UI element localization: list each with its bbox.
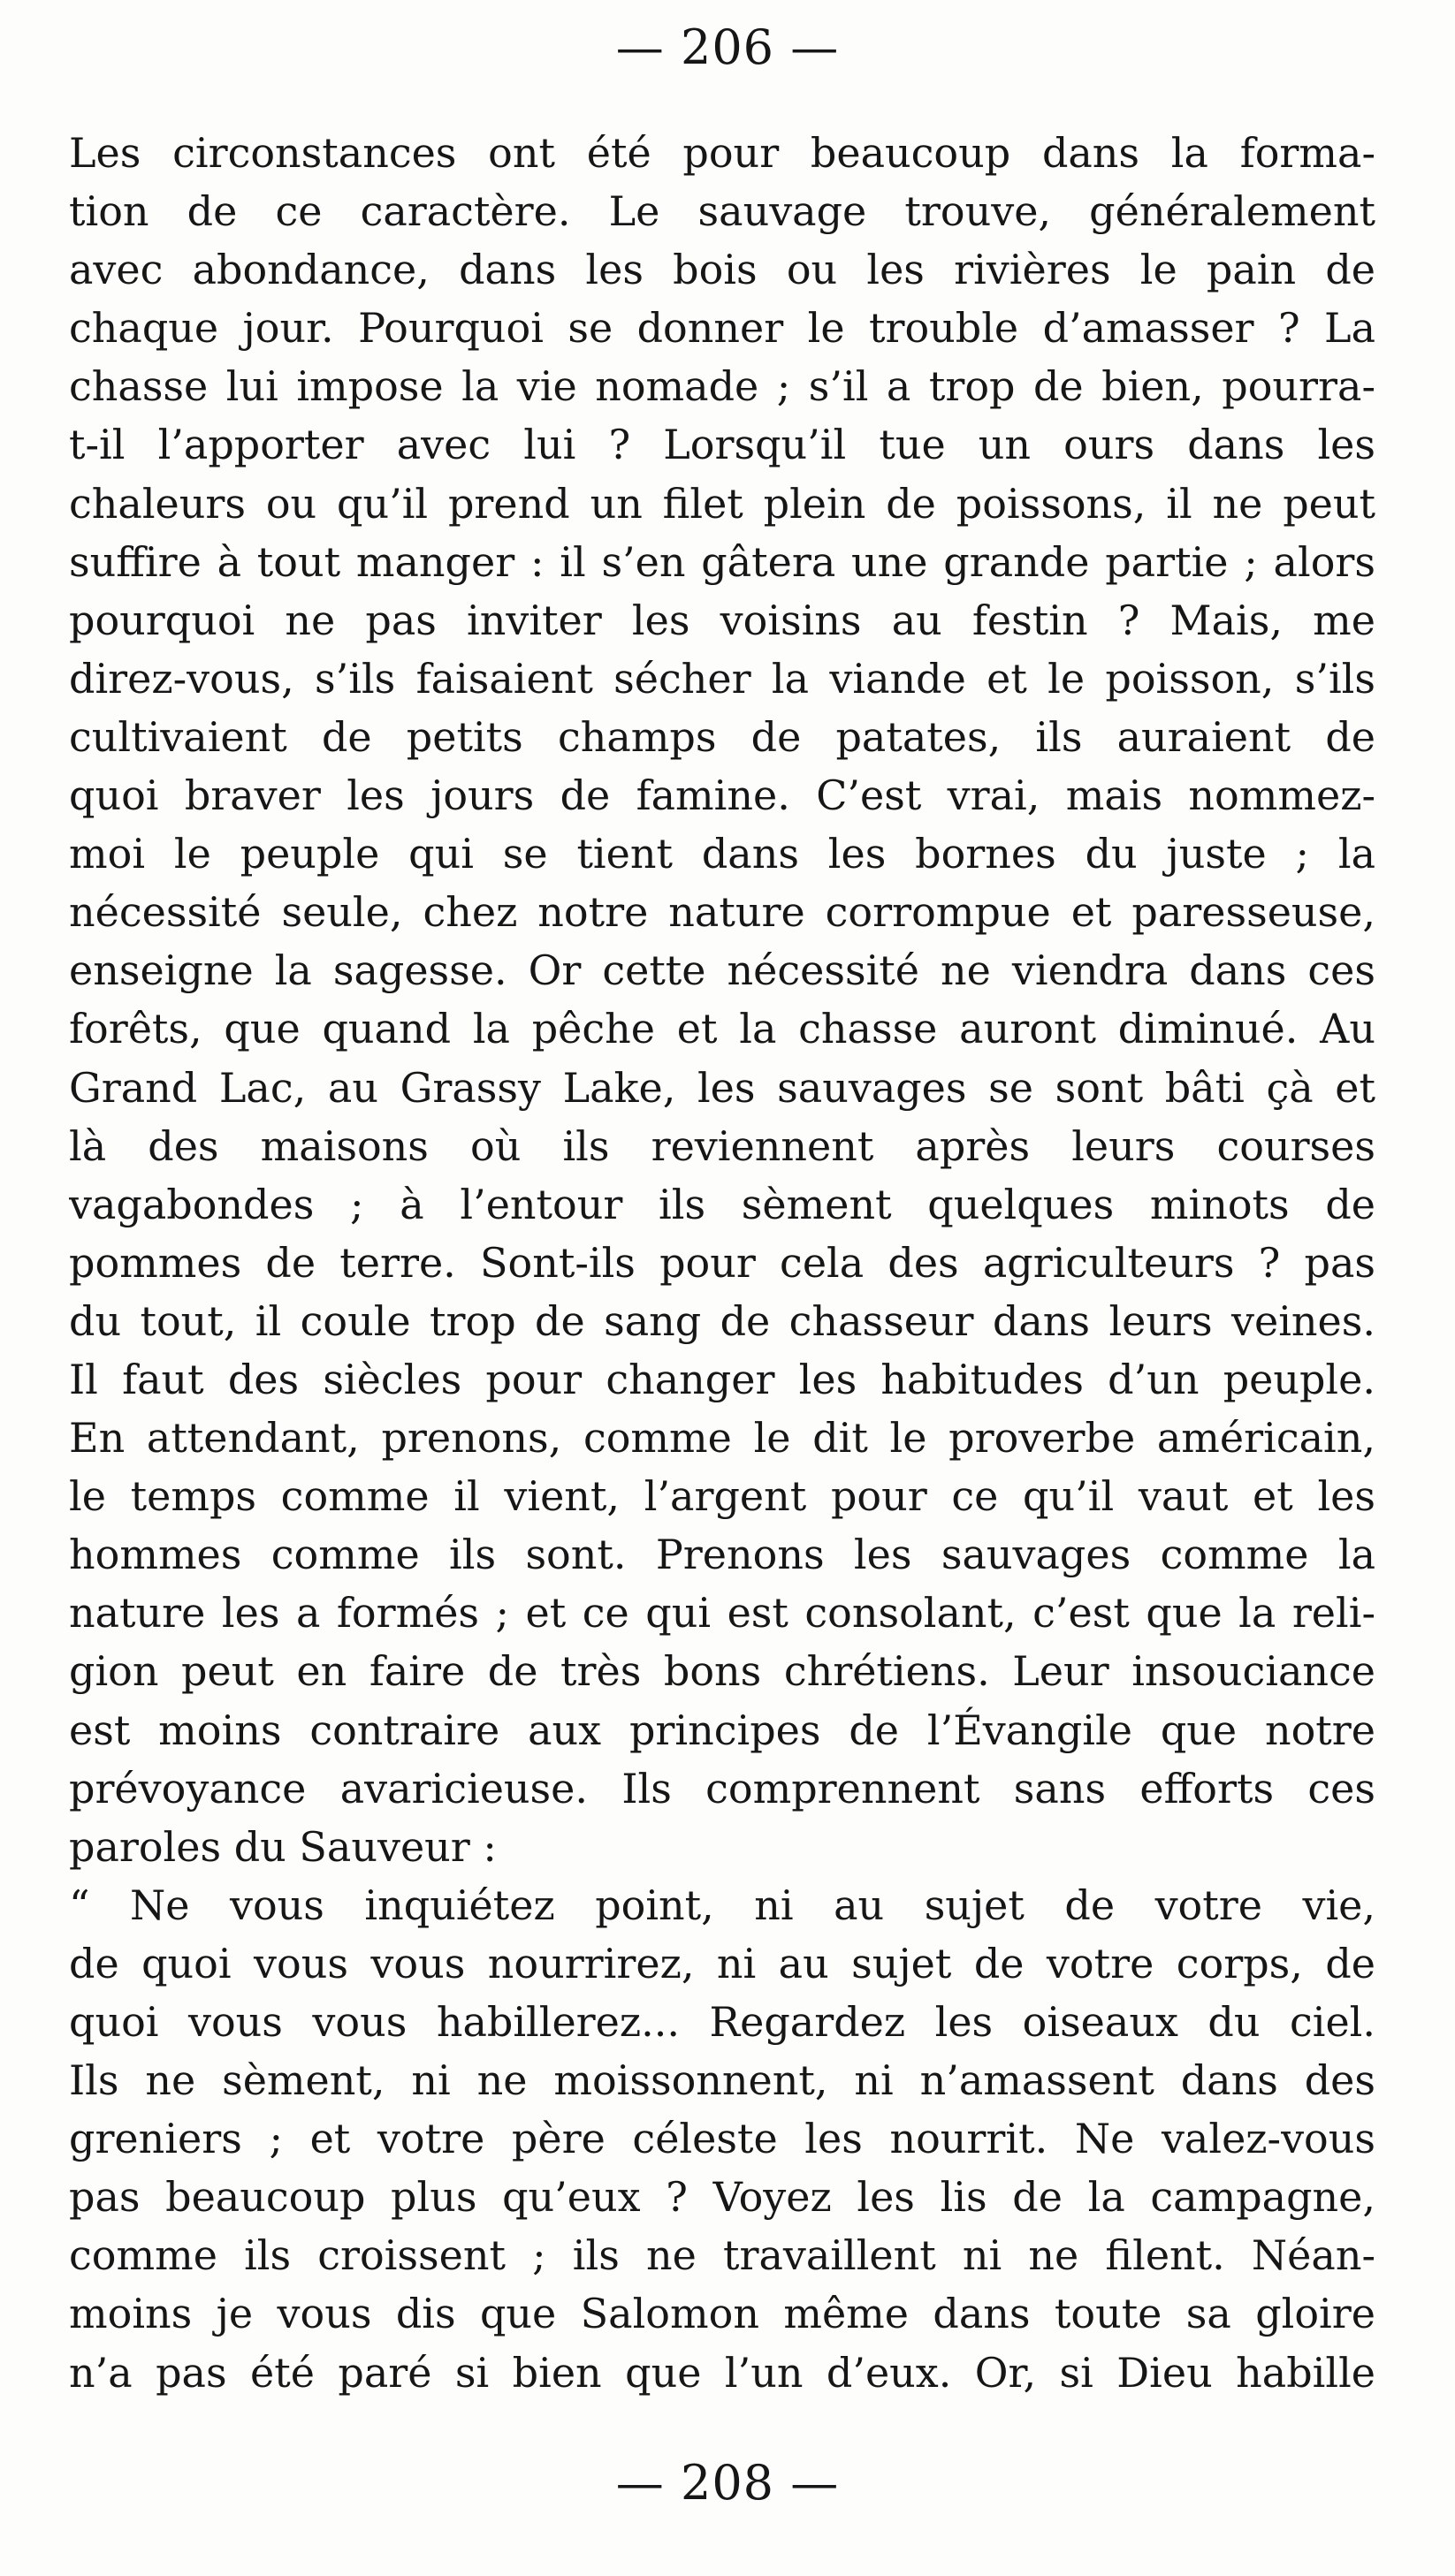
text-line: cultivaient de petits champs de patates, ils auraient de <box>69 712 1375 761</box>
text-line: comme ils croissent ; ils ne travaillent ni ne filent. Néan- <box>69 2231 1375 2280</box>
footer-page-number: — 208 — <box>615 2455 840 2511</box>
text-line: gion peut en faire de très bons chrétiens. Leur insouciance <box>69 1647 1375 1696</box>
text-line: forêts, que quand la pêche et la chasse auront diminué. Au <box>69 1005 1375 1053</box>
text-line: Ils ne sèment, ni ne moissonnent, ni n’amassent dans des <box>69 2056 1375 2105</box>
text-line: chaque jour. Pourquoi se donner le trouble d’amasser ? La <box>69 304 1375 353</box>
text-line: moins je vous dis que Salomon même dans toute sa gloire <box>69 2290 1375 2338</box>
text-line: de quoi vous vous nourrirez, ni au sujet de votre corps, de <box>69 1939 1375 1987</box>
text-line: n’a pas été paré si bien que l’un d’eux. Or, si Dieu habille <box>69 2348 1375 2397</box>
text-line: En attendant, prenons, comme le dit le proverbe américain, <box>69 1414 1375 1463</box>
text-line: suffire à tout manger : il s’en gâtera une grande partie ; alors <box>69 537 1375 586</box>
text-line: Grand Lac, au Grassy Lake, les sauvages se sont bâti çà et <box>69 1063 1375 1112</box>
header-page-number: — 206 — <box>615 19 840 75</box>
text-line: t-il l’apporter avec lui ? Lorsqu’il tue un ours dans les <box>69 421 1375 469</box>
text-line: prévoyance avaricieuse. Ils comprennent sans efforts ces <box>69 1764 1375 1812</box>
text-line: est moins contraire aux principes de l’Évangile que notre <box>69 1706 1375 1754</box>
text-line: tion de ce caractère. Le sauvage trouve, généralement <box>69 187 1375 236</box>
text-line: du tout, il coule trop de sang de chasseur dans leurs veines. <box>69 1296 1375 1345</box>
text-line: paroles du Sauveur : <box>69 1822 497 1871</box>
text-line: Les circonstances ont été pour beaucoup dans la forma- <box>69 129 1375 177</box>
text-line: chaleurs ou qu’il prend un filet plein de poissons, il ne peut <box>69 479 1375 528</box>
text-line: Il faut des siècles pour changer les habitudes d’un peuple. <box>69 1355 1375 1403</box>
text-line: quoi braver les jours de famine. C’est vrai, mais nommez- <box>69 771 1375 820</box>
text-line: greniers ; et votre père céleste les nourrit. Ne valez-vous <box>69 2115 1375 2163</box>
text-line: le temps comme il vient, l’argent pour ce qu’il vaut et les <box>69 1472 1375 1521</box>
text-line: nature les a formés ; et ce qui est consolant, c’est que la reli- <box>69 1589 1375 1638</box>
text-line: avec abondance, dans les bois ou les rivières le pain de <box>69 246 1375 294</box>
text-line: pourquoi ne pas inviter les voisins au festin ? Mais, me <box>69 596 1375 644</box>
text-line: moi le peuple qui se tient dans les bornes du juste ; la <box>69 830 1375 878</box>
text-line: “ Ne vous inquiétez point, ni au sujet de votre vie, <box>69 1881 1375 1929</box>
text-line: quoi vous vous habillerez... Regardez les oiseaux du ciel. <box>69 1998 1375 2046</box>
text-line: direz-vous, s’ils faisaient sécher la viande et le poisson, s’ils <box>69 654 1375 703</box>
text-line: enseigne la sagesse. Or cette nécessité ne viendra dans ces <box>69 946 1375 995</box>
text-line: pas beaucoup plus qu’eux ? Voyez les lis de la campagne, <box>69 2173 1375 2222</box>
body-text <box>69 124 1375 2402</box>
text-line: hommes comme ils sont. Prenons les sauvages comme la <box>69 1531 1375 1579</box>
text-line: là des maisons où ils reviennent après leurs courses <box>69 1121 1375 1170</box>
text-line: pommes de terre. Sont-ils pour cela des agriculteurs ? pas <box>69 1238 1375 1287</box>
text-line: vagabondes ; à l’entour ils sèment quelques minots de <box>69 1180 1375 1228</box>
text-line: chasse lui impose la vie nomade ; s’il a trop de bien, pourra- <box>69 362 1375 411</box>
text-line: nécessité seule, chez notre nature corrompue et paresseuse, <box>69 888 1375 937</box>
